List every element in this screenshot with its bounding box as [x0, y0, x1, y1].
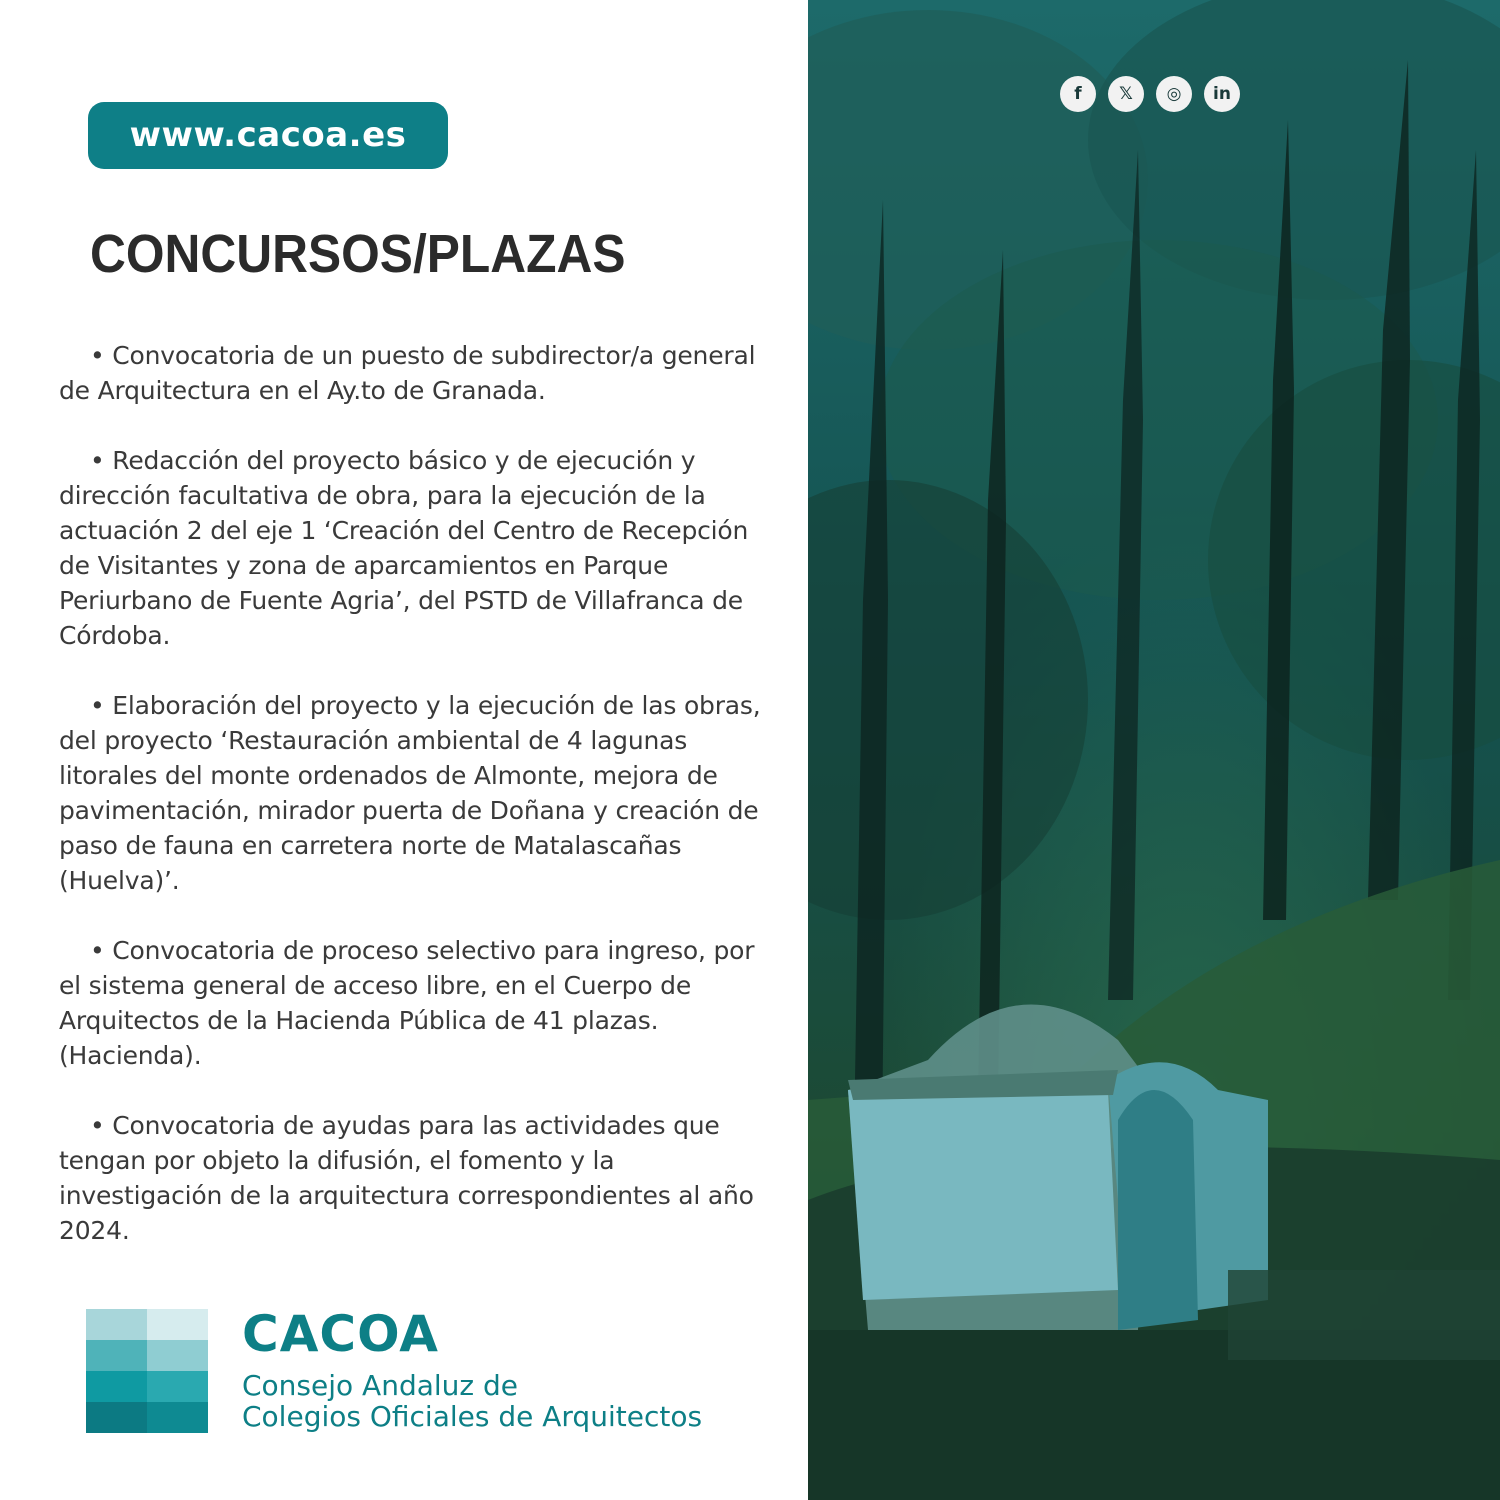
logo-tile [147, 1340, 208, 1371]
website-url-badge[interactable]: www.cacoa.es [88, 102, 448, 169]
logo-subtitle [242, 1370, 702, 1432]
logo-tile [147, 1402, 208, 1433]
list-item: • Convocatoria de proceso selectivo para ingreso, por el sistema general de acceso libre, en el Cuerpo de Arquitectos de la Hacienda Pública de 41 plazas. (Hacienda). [59, 936, 755, 1070]
logo-tile [86, 1371, 147, 1402]
social-icons [1060, 76, 1242, 112]
logo-name: CACOA [242, 1305, 439, 1363]
list-item: • Convocatoria de ayudas para las actividades que tengan por objeto la difusión, el fomento y la investigación de la arquitectura correspondientes al año 2024. [59, 1111, 754, 1245]
facebook-icon[interactable]: f [1060, 76, 1096, 112]
linkedin-icon[interactable]: in [1204, 76, 1240, 112]
list-item: • Redacción del proyecto básico y de ejecución y dirección facultativa de obra, para la ejecución de la actuación 2 del eje 1 ‘Creación del Centro de Recepción de Visitantes y zona de aparcamientos en Parque Periurbano de Fuente Agria’, del PSTD de Villafranca de Córdoba. [59, 446, 749, 650]
page-title: CONCURSOS/PLAZAS [90, 224, 626, 284]
x-icon[interactable]: 𝕏 [1108, 76, 1144, 112]
logo-tile [147, 1371, 208, 1402]
announcement-list [59, 338, 779, 1283]
logo-subtitle-line: Colegios Oficiales de Arquitectos [242, 1400, 703, 1433]
list-item: • Elaboración del proyecto y la ejecución de las obras, del proyecto ‘Restauración ambiental de 4 lagunas litorales del monte ordenados de Almonte, mejora de pavimentación, mirador puerta de Doñana y creación de paso de fauna en carretera norte de Matalascañas (Huelva)’. [59, 691, 761, 895]
logo-tile [147, 1309, 208, 1340]
logo-subtitle-line: Consejo Andaluz de [242, 1369, 519, 1402]
logo-tile [86, 1309, 147, 1340]
logo-tile [86, 1340, 147, 1371]
logo-tile [86, 1402, 147, 1433]
instagram-icon[interactable]: ◎ [1156, 76, 1192, 112]
forest-photo [808, 0, 1500, 1500]
list-item: • Convocatoria de un puesto de subdirector/a general de Arquitectura en el Ay.to de Granada. [59, 341, 756, 405]
cacoa-logo-mark [86, 1309, 208, 1433]
